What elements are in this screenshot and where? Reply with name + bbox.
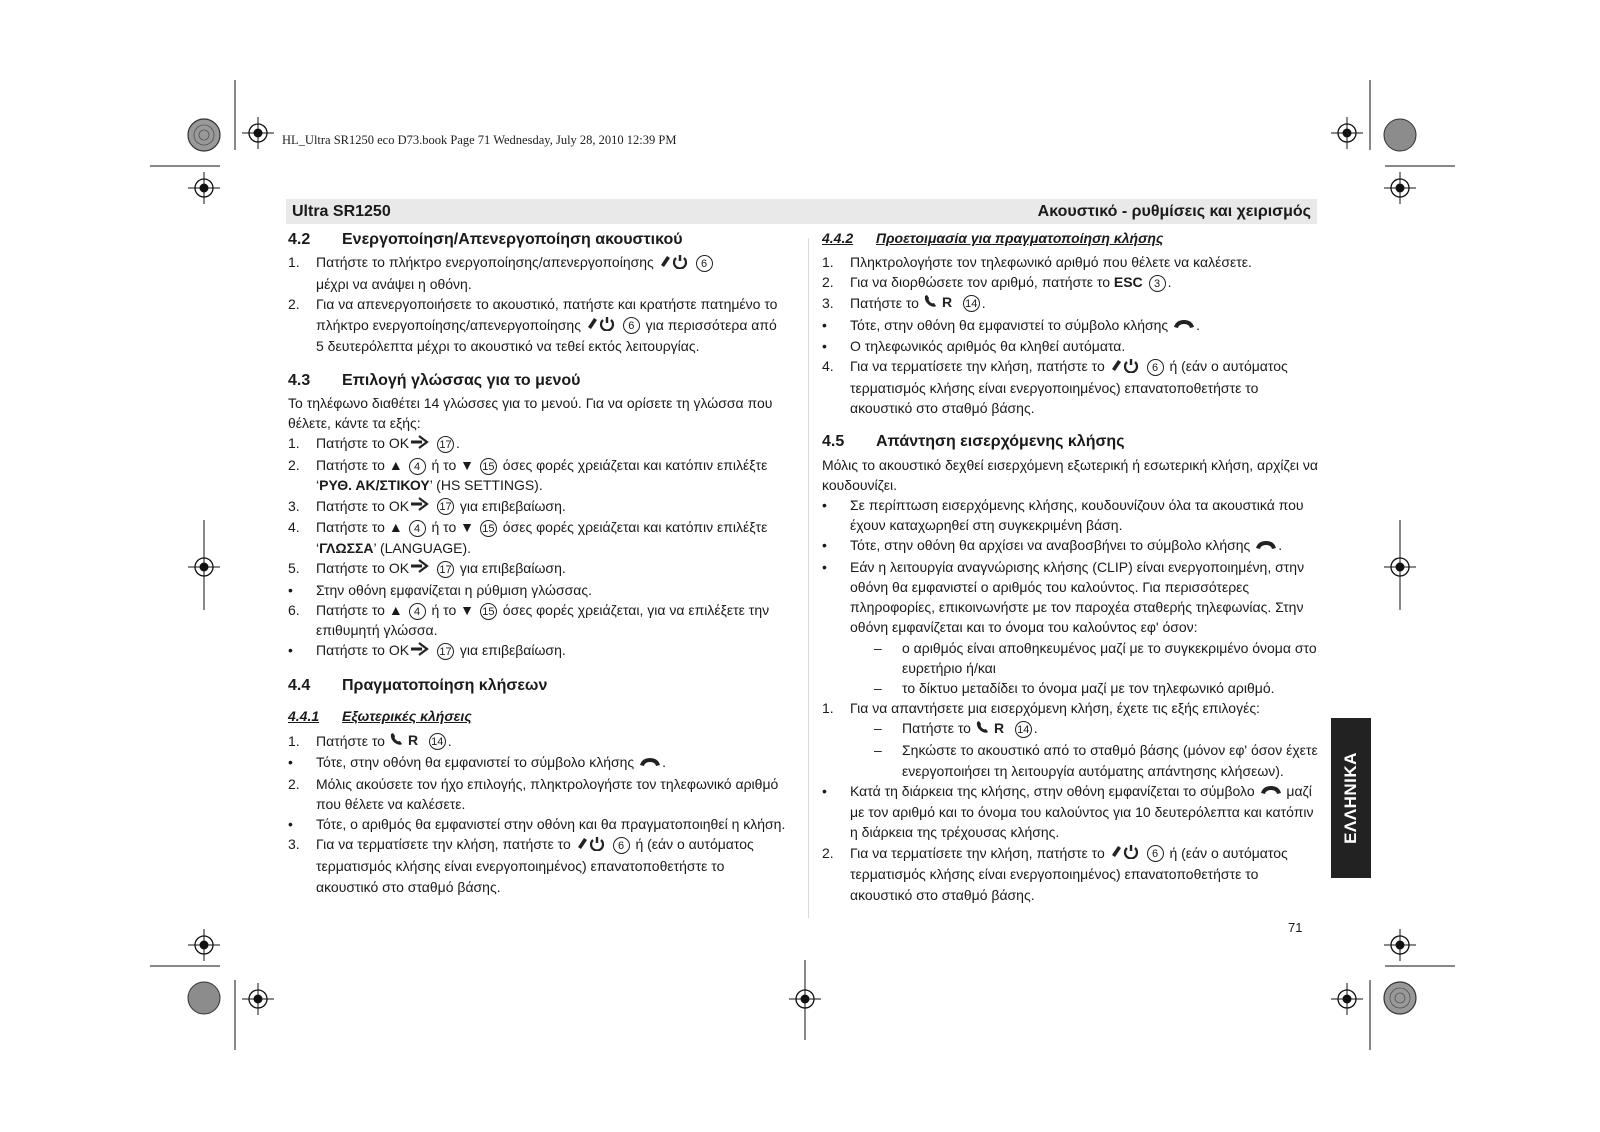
dash-item: – το δίκτυο μεταδίδει το όνομα μαζί με τον τηλεφωνικό αριθμό. [874,680,1275,697]
key-number-badge: 17 [437,436,454,453]
list-item: • Κατά τη διάρκεια της κλήσης, στην οθόνη εμφανίζεται το σύμβολο μαζί με τον αριθμό και το όνομα του καλούντος για 10 δευτερόλεπτα και κατόπιν η διάρκεια της τρέχουσας κλήσης. [822,782,1314,841]
list-item: 6. Πατήστε το ▲ 4 ή το ▼ 15 όσες φορές χρειάζεται, για να επιλέξετε την επιθυμητή γλώσσα. [288,601,770,639]
key-number-badge: 15 [480,520,497,537]
key-number-badge: 4 [409,458,426,475]
key-number-badge: 4 [409,603,426,620]
dash-item: – ο αριθμός είναι αποθηκευμένος μαζί με το συγκεκριμένο όνομα στο ευρετήριο ή/και [874,639,1317,676]
list-item: • Σε περίπτωση εισερχόμενης κλήσης, κουδουνίζουν όλα τα ακουστικά που έχουν καταχωρηθεί στη συγκεκριμένη βάση. [822,497,1304,534]
section-heading: 4.4 Πραγματοποίηση κλήσεων [288,677,548,695]
list-item: 1. Πληκτρολογήστε τον τηλεφωνικό αριθμό που θέλετε να καλέσετε. [822,254,1252,271]
list-item: 4. Πατήστε το ▲ 4 ή το ▼ 15 όσες φορές χρειάζεται και κατόπιν επιλέξτε ‘ΓΛΩΣΣΑ’ (LANGUAGE). [288,519,768,556]
key-number-badge: 14 [1015,721,1032,738]
power-key-icon [575,835,607,856]
paragraph: Μόλις το ακουστικό δεχθεί εισερχόμενη εξωτερική ή εσωτερική κλήση, αρχίζει να κουδουνίζει. [822,456,1319,493]
ok-arrow-icon [409,496,431,517]
list-item: 3. Πατήστε το R 14 . [822,293,1322,315]
svg-text:R: R [993,720,1004,736]
key-number-badge: 15 [480,603,497,620]
section-heading: 4.2 Ενεργοποίηση/Απενεργοποίηση ακουστικού [288,231,683,248]
dash-item: – Πατήστε το R 14 . [822,718,1322,740]
power-key-icon [585,315,617,336]
list-item: 1. Πατήστε το OK 17 . [288,433,788,455]
paragraph: Το τηλέφωνο διαθέτει 14 γλώσσες για το μενού. Για να ορίσετε τη γλώσσα που θέλετε, κάντε τα εξής: [288,394,773,431]
list-item: • Εάν η λειτουργία αναγνώρισης κλήσης (CLIP) είναι ενεργοποιημένη, στην οθόνη θα εμφανιστεί ο αριθμός του καλούντος. Για περισσότερες πληροφορίες, επικοινωνήστε με τον παροχέα σταθερής τηλεφωνίας. Στην οθόνη εμφανίζεται και το όνομα του καλούντος εφ' όσον: [822,558,1305,636]
list-item: 2. Πατήστε το ▲ 4 ή το ▼ 15 όσες φορές χρειάζεται και κατόπιν επιλέξτε ‘ΡΥΘ. ΑΚ/ΣΤΙΚΟΥ’ (HS SETTINGS). [288,457,768,494]
list-item: 3. Για να τερματίσετε την κλήση, πατήστε το 6 ή (εάν ο αυτόματος τερματισμός κλήσης είναι ενεργοποιημένος) επανατοποθετήστε το ακουστικό στο σταθμό βάσης. [288,836,754,895]
list-item: 5. Πατήστε το OK 17 για επιβεβαίωση. [288,558,788,580]
page-number: 71 [1288,920,1303,935]
dash-item: – Σηκώστε το ακουστικό από το σταθμό βάσης (μόνον εφ' όσον έχετε ενεργοποιήσει τη λειτουργία αυτόματης απάντησης κλήσεων). [874,742,1318,779]
list-item: • Τότε, ο αριθμός θα εμφανιστεί στην οθόνη και θα πραγματοποιηθεί η κλήση. [288,816,786,833]
list-item: 1. Για να απαντήσετε μια εισερχόμενη κλήση, έχετε τις εξής επιλογές: [822,700,1260,717]
key-number-badge: 17 [437,643,454,660]
section-heading: 4.5 Απάντηση εισερχόμενης κλήσης [822,433,1125,451]
list-item: • Στην οθόνη εμφανίζεται η ρύθμιση γλώσσας. [288,581,592,598]
list-item: • Τότε, στην οθόνη θα εμφανιστεί το σύμβολο κλήσης . [822,315,1322,336]
section-heading: 4.3 Επιλογή γλώσσας για το μενού [288,371,581,389]
call-symbol-icon [1172,316,1196,336]
svg-text:R: R [941,294,952,310]
talk-r-key-icon [975,719,1009,740]
key-number-badge: 6 [696,255,713,272]
talk-r-key-icon [923,293,957,314]
list-item: 3. Πατήστε το OK 17 για επιβεβαίωση. [288,496,788,518]
header-chapter: Ακουστικό - ρυθμίσεις και χειρισμός [1037,202,1311,220]
right-column [822,228,1322,905]
list-item: • Πατήστε το OK 17 για επιβεβαίωση. [288,640,788,662]
key-number-badge: 14 [429,733,446,750]
list-item: 4. Για να τερματίσετε την κλήση, πατήστε το 6 ή (εάν ο αυτόματος τερματισμός κλήσης είναι ενεργοποιημένος) επανατοποθετήστε το ακουστικό στο σταθμό βάσης. [822,358,1288,417]
list-item: • Τότε, στην οθόνη θα αρχίσει να αναβοσβήνει το σύμβολο κλήσης . [822,535,1322,556]
call-symbol-icon [638,754,662,774]
list-item: 2. Για να διορθώσετε τον αριθμό, πατήστε το ESC 3 . [822,274,1172,291]
svg-text:R: R [407,732,418,748]
print-slug: HL_Ultra SR1250 eco D73.book Page 71 Wednesday, July 28, 2010 12:39 PM [282,133,677,147]
list-item: 2. Για να τερματίσετε την κλήση, πατήστε το 6 ή (εάν ο αυτόματος τερματισμός κλήσης είναι ενεργοποιημένος) επανατοποθετήστε το ακουστικό στο σταθμό βάσης. [822,844,1288,903]
list-item: • Ο τηλεφωνικός αριθμός θα κληθεί αυτόματα. [822,337,1126,354]
talk-r-key-icon [389,731,423,752]
list-item: 2. Μόλις ακούσετε τον ήχο επιλογής, πληκτρολογήστε τον τηλεφωνικό αριθμό που θέλετε να καλέσετε. [288,775,779,813]
subsection-heading: 4.4.1 Εξωτερικές κλήσεις [288,708,472,725]
power-key-icon [1109,843,1141,864]
key-number-badge: 17 [437,498,454,515]
ok-arrow-icon [409,641,431,662]
call-symbol-icon [1254,537,1278,557]
list-item: 1. Πατήστε το R 14 . [288,731,788,753]
key-number-badge: 14 [963,295,980,312]
key-number-badge: 4 [409,520,426,537]
key-number-badge: 6 [1147,359,1164,376]
key-number-badge: 6 [623,317,640,334]
key-number-badge: 15 [480,458,497,475]
call-symbol-icon [1259,782,1283,802]
left-column [288,228,788,897]
list-item: 2. Για να απενεργοποιήσετε το ακουστικό, πατήστε και κρατήστε πατημένο το πλήκτρο ενεργοποίησης/απενεργοποίησης 6 για περισσότερα από 5 δευτερόλεπτα μέχρι το ακουστικό να τεθεί εκτός λειτουργίας. [288,296,778,355]
power-key-icon [1109,357,1141,378]
key-number-badge: 6 [613,837,630,854]
key-number-badge: 6 [1147,845,1164,862]
ok-arrow-icon [409,434,431,455]
list-item: 1. Πατήστε το πλήκτρο ενεργοποίησης/απενεργοποίησης 6 μέχρι να ανάψει η οθόνη. [288,252,788,294]
subsection-heading: 4.4.2 Προετοιμασία για πραγματοποίηση κλήσης [822,230,1164,246]
running-header [286,199,1317,224]
key-number-badge: 3 [1149,275,1166,292]
column-divider [808,238,809,918]
power-key-icon [658,253,690,274]
list-item: • Τότε, στην οθόνη θα εμφανιστεί το σύμβολο κλήσης . [288,752,788,773]
ok-arrow-icon [409,558,431,579]
key-number-badge: 17 [437,561,454,578]
header-product: Ultra SR1250 [292,202,391,220]
language-side-tab: ΕΛΛΗΝΙΚΑ [1331,718,1371,878]
